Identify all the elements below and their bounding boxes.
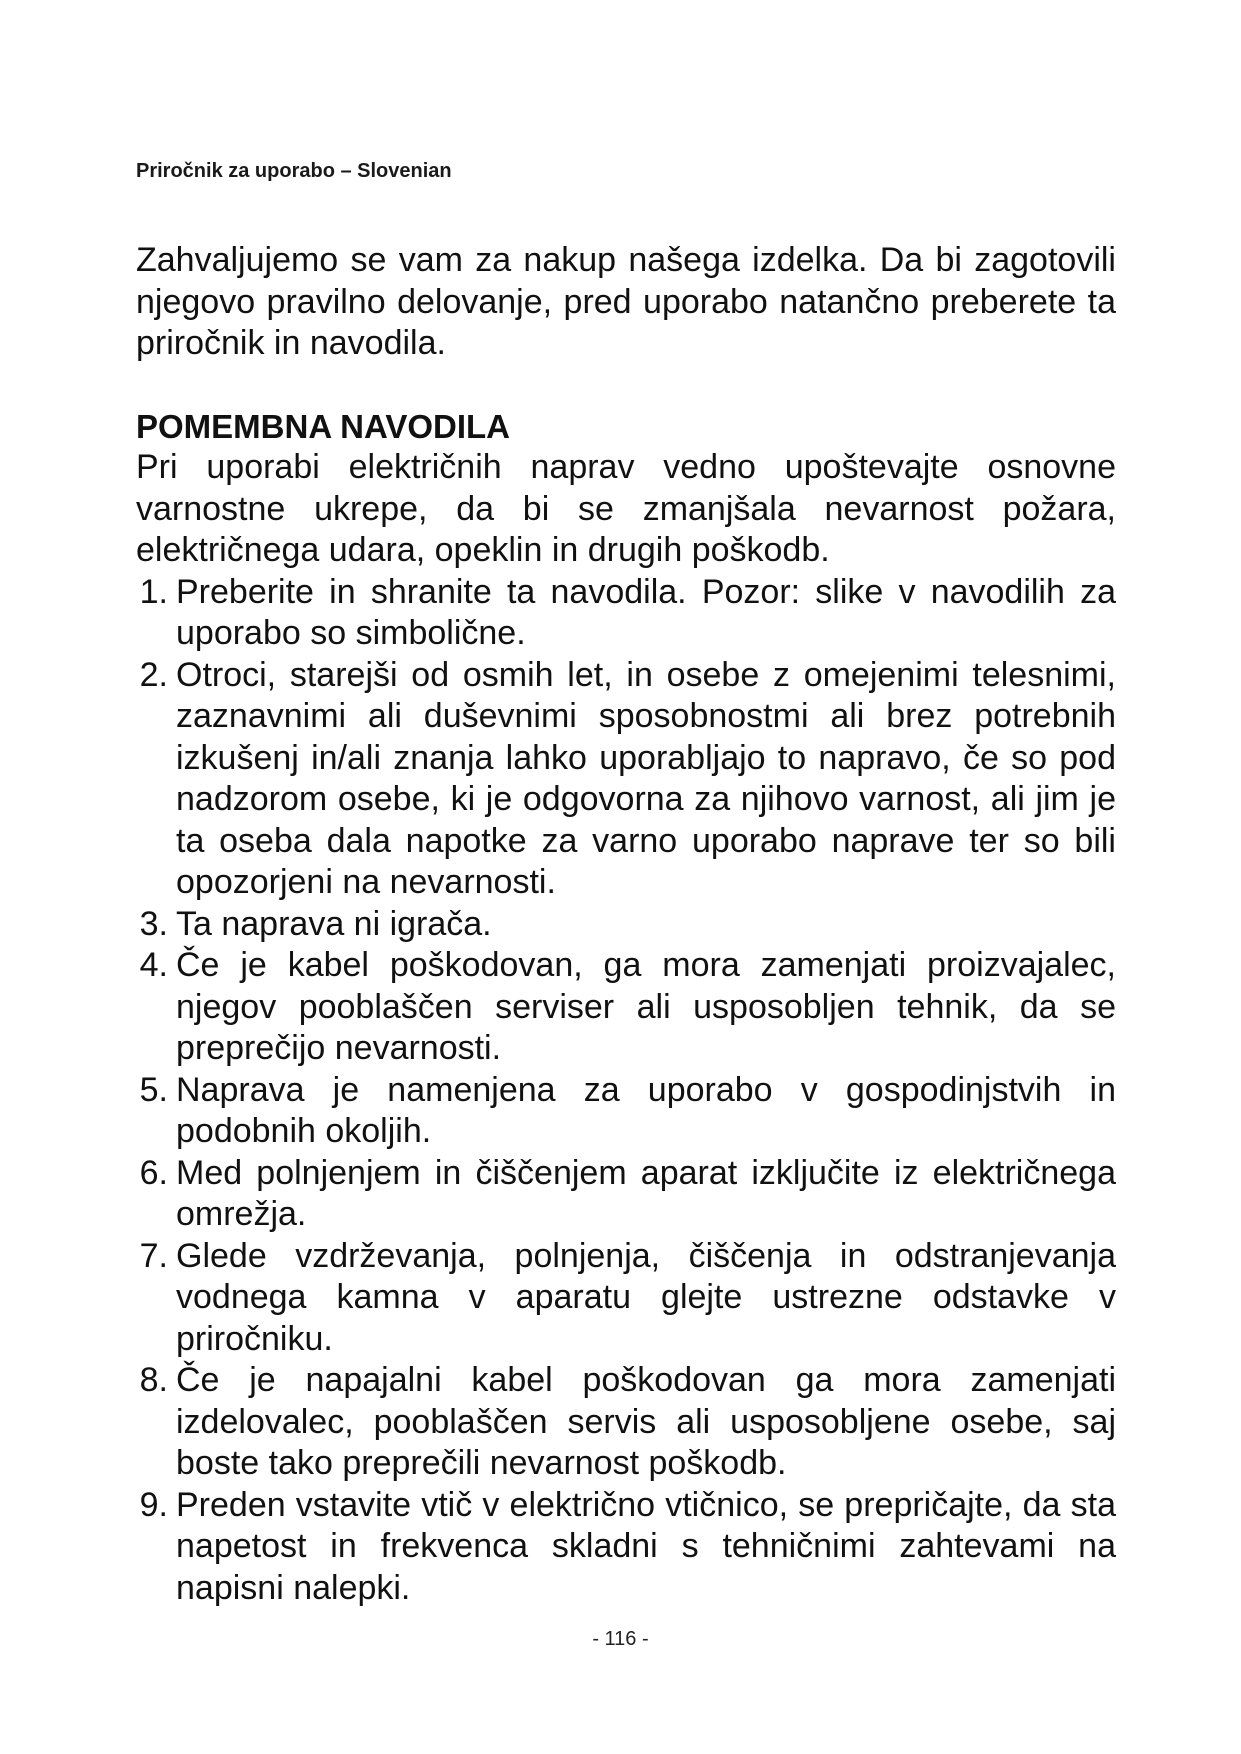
list-item <box>136 655 1116 904</box>
list-item-text: Preden vstavite vtič v električno vtičnico, se prepričajte, da sta napetost in frekvenca skladni s tehničnimi zahtevami na napisni nalepki. <box>176 1485 1116 1607</box>
list-item <box>136 1236 1116 1361</box>
section-heading: POMEMBNA NAVODILA <box>136 407 510 445</box>
list-item-number: 1. <box>139 572 168 611</box>
list-item-number: 8. <box>139 1361 168 1399</box>
list-item-number: 4. <box>139 946 168 984</box>
list-item-number: 9. <box>139 1485 168 1524</box>
list-item-text: Med polnjenjem in čiščenjem aparat izključite iz električnega omrežja. <box>176 1153 1116 1233</box>
list-item-number: 5. <box>139 1070 168 1109</box>
list-item-number: 7. <box>139 1236 168 1275</box>
list-item <box>136 1485 1116 1610</box>
list-item-number: 2. <box>139 655 168 694</box>
list-item-text: Naprava je namenjena za uporabo v gospodinjstvih in podobnih okoljih. <box>176 1070 1116 1150</box>
list-item <box>136 945 1116 1070</box>
list-item-text: Preberite in shranite ta navodila. Pozor: slike v navodilih za uporabo so simbolične. <box>176 572 1116 652</box>
list-item-text: Glede vzdrževanja, polnjenja, čiščenja in odstranjevanja vodnega kamna v aparatu glejte ustrezne odstavke v priročniku. <box>176 1236 1116 1358</box>
instructions-list <box>136 572 1116 1610</box>
section-intro-paragraph: Pri uporabi električnih naprav vedno upoštevajte osnovne varnostne ukrepe, da bi se zmanjšala nevarnost požara, električnega udara, opeklin in drugih poškodb. <box>136 448 1116 569</box>
list-item-number: 6. <box>139 1153 168 1192</box>
intro-paragraph: Zahvaljujemo se vam za nakup našega izdelka. Da bi zagotovili njegovo pravilno delovanje, pred uporabo natančno preberete ta priročnik in navodila. <box>136 241 1116 362</box>
list-item <box>136 572 1116 655</box>
list-item <box>136 904 1116 946</box>
list-item <box>136 1153 1116 1236</box>
page-content <box>136 240 1116 1609</box>
list-item <box>136 1360 1116 1485</box>
list-item-number: 3. <box>139 904 168 943</box>
list-item-text: Otroci, starejši od osmih let, in osebe z omejenimi telesnimi, zaznavnimi ali duševnimi sposobnostmi ali brez potrebnih izkušenj in/ali znanja lahko uporabljajo to napravo, če so pod nadzorom osebe, ki je odgovorna za njihovo varnost, ali jim je ta oseba dala napotke za varno uporabo naprave ter so bili opozorjeni na nevarnosti. <box>176 655 1116 901</box>
list-item-text: Če je kabel poškodovan, ga mora zamenjati proizvajalec, njegov pooblaščen serviser ali usposobljen tehnik, da se preprečijo nevarnosti. <box>176 946 1116 1067</box>
page-header-title: Priročnik za uporabo – Slovenian <box>136 160 452 182</box>
page-number: - 116 - <box>592 1628 649 1650</box>
list-item <box>136 1070 1116 1153</box>
list-item-text: Ta naprava ni igrača. <box>176 904 492 943</box>
list-item-text: Če je napajalni kabel poškodovan ga mora zamenjati izdelovalec, pooblaščen servis ali usposobljene osebe, saj boste tako preprečili nevarnost poškodb. <box>176 1361 1116 1482</box>
